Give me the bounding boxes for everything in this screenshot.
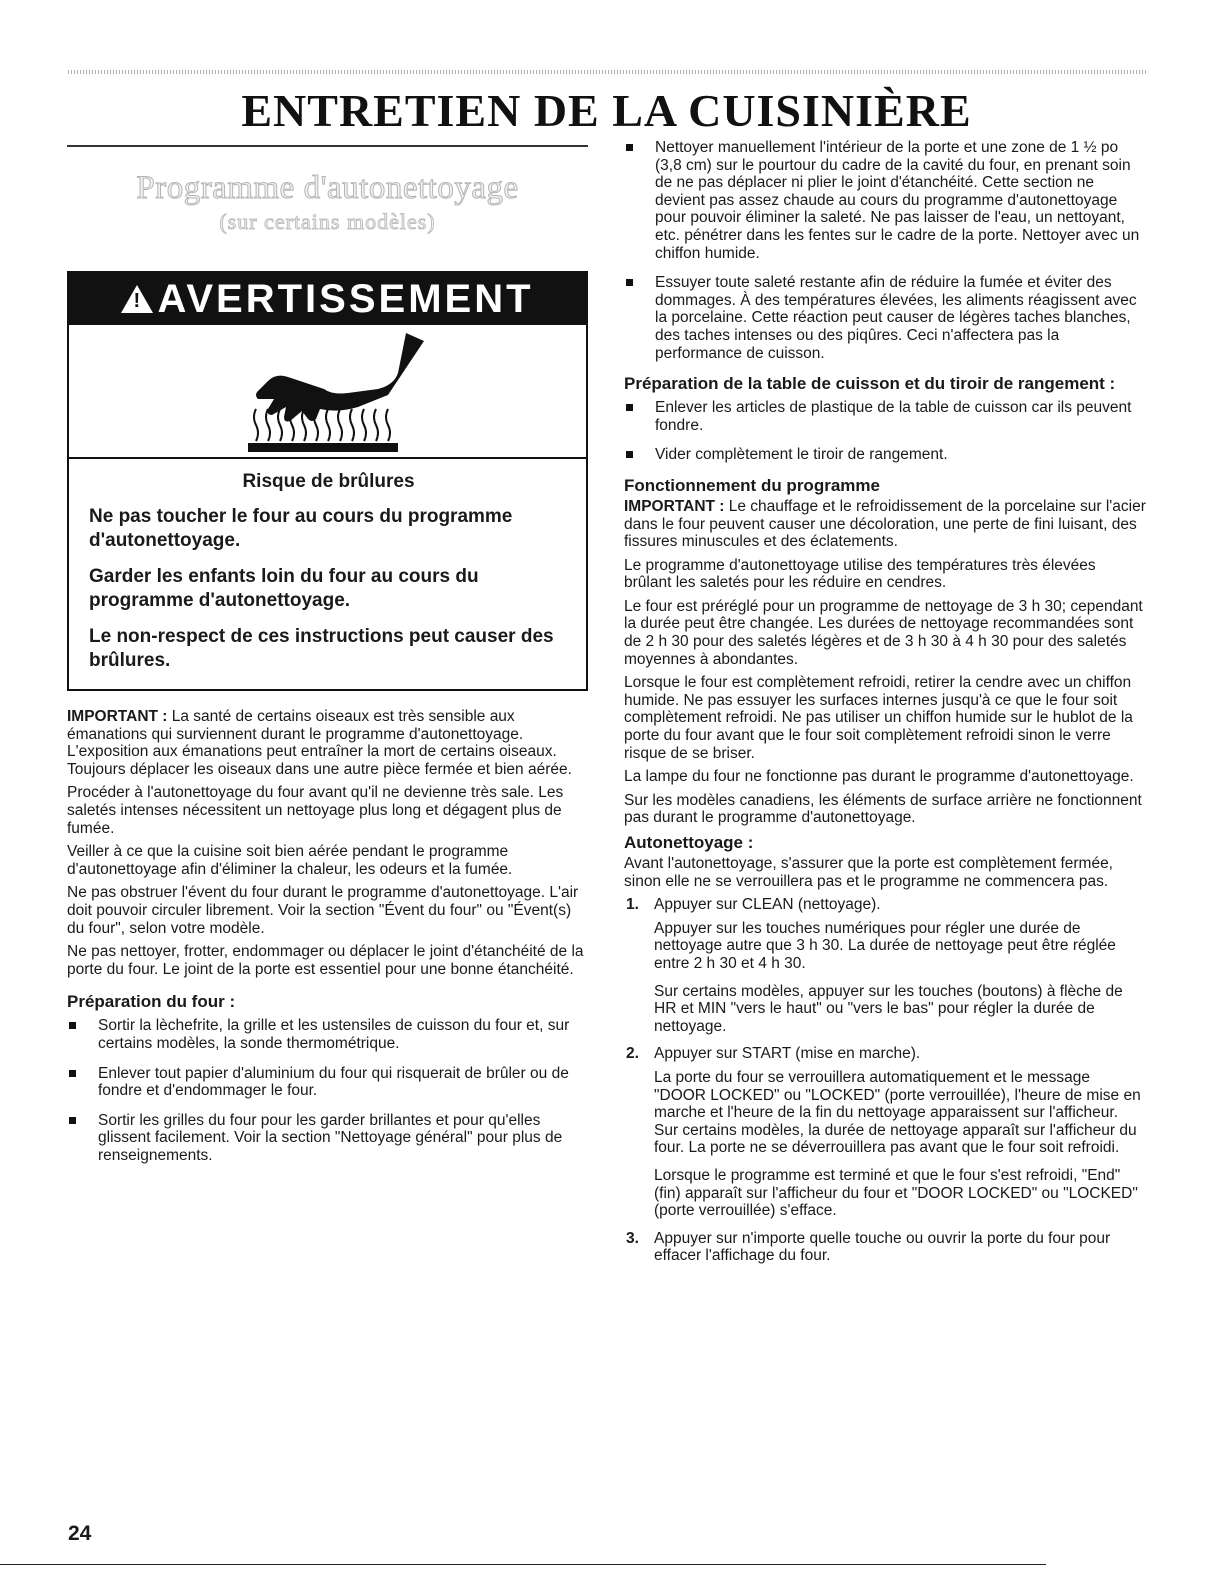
- important-label: IMPORTANT :: [624, 497, 725, 515]
- warning-triangle-icon: !: [121, 285, 153, 313]
- step-detail: Lorsque le programme est terminé et que le four s'est refroidi, "End" (fin) apparaît sur l'afficheur du four et "DOOR LOCKED" ou "LOCKED" (porte verrouillée) s'efface.: [654, 1166, 1138, 1220]
- warning-box: [67, 271, 588, 691]
- paragraph: Sur les modèles canadiens, les éléments de surface arrière ne fonctionnent pas durant le programme d'autonettoyage.: [624, 791, 1142, 827]
- bullet-item: Sortir la lèchefrite, la grille et les ustensiles de cuisson du four et, sur certains modèles, la sonde thermométrique.: [67, 1017, 588, 1052]
- prep-heading: Préparation du four :: [67, 992, 236, 1012]
- important-text: Le chauffage et le refroidissement de la porcelaine sur l'acier dans le four peuvent causer une décoloration, une perte de fini luisant, des fissures minuscules et des éclatements.: [624, 497, 1146, 551]
- paragraph: Lorsque le four est complètement refroidi, retirer la cendre avec un chiffon humide. Ne pas essuyer les surfaces internes jusqu'à ce que le four soit complètement refroidi. Ne pas utiliser un chiffon humide sur le hublot de la porte du four avant que le four soit complètement refroidi sinon le verre risque de se briser.: [624, 674, 1133, 762]
- step-detail: Appuyer sur les touches numériques pour régler une durée de nettoyage autre que 3 h 30. La durée de nettoyage peut être réglée entre 2 h 30 et 4 h 30.: [654, 919, 1116, 972]
- step-detail: La porte du four se verrouillera automatiquement et le message "DOOR LOCKED" ou "LOCKED" (porte verrouillée), l'heure de mise en marche et l'heure de la fin du nettoyage apparaissent sur l'afficheur. Sur certains modèles, la durée de nettoyage apparaît sur l'afficheur du four. La porte ne se déverrouillera pas avant que le four soit refroidi.: [654, 1068, 1141, 1157]
- warning-header: [69, 273, 586, 325]
- warning-text: [69, 459, 586, 689]
- page-number: 24: [68, 1522, 92, 1545]
- warning-label: AVERTISSEMENT: [157, 276, 534, 321]
- step-number: 2.: [626, 1045, 639, 1063]
- step-text: Appuyer sur CLEAN (nettoyage).: [654, 896, 881, 914]
- paragraph: Avant l'autonettoyage, s'assurer que la porte est complètement fermée, sinon elle ne se verrouillera pas et le programme ne commencera pas.: [624, 855, 1113, 890]
- cooktop-heading: Préparation de la table de cuisson et du tiroir de rangement :: [624, 374, 1116, 394]
- function-heading: Fonctionnement du programme: [624, 475, 880, 495]
- step-number: 1.: [626, 896, 639, 914]
- page-title: ENTRETIEN DE LA CUISINIÈRE: [241, 85, 972, 136]
- bullet-item: Enlever tout papier d'aluminium du four qui risquerait de brûler ou de fondre et d'endommager le four.: [67, 1065, 588, 1100]
- step-item: [624, 1230, 1146, 1265]
- step-item: [624, 896, 1146, 914]
- step-text: Appuyer sur n'importe quelle touche ou ouvrir la porte du four pour effacer l'affichage du four.: [654, 1229, 1111, 1265]
- paragraph: Ne pas obstruer l'évent du four durant le programme d'autonettoyage. L'air doit pouvoir circuler librement. Voir la section "Évent du four" ou "Évent(s) du four", selon votre modèle.: [67, 884, 579, 937]
- bullet-item: Essuyer toute saleté restante afin de réduire la fumée et éviter des dommages. À des températures élevées, les aliments réagissent avec la porcelaine. Cette réaction peut causer de légères taches blanches, des taches intenses ou des piqûres. Ceci n'affectera pas la performance de cuisson.: [624, 274, 1146, 362]
- bottom-rule: [0, 1564, 1046, 1565]
- bullet-item: Enlever les articles de plastique de la table de cuisson car ils peuvent fondre.: [624, 399, 1146, 434]
- important-paragraph: [624, 498, 1146, 551]
- step-item: [624, 1045, 1146, 1063]
- auto-heading: Autonettoyage :: [624, 833, 754, 852]
- paragraph: Ne pas nettoyer, frotter, endommager ou déplacer le joint d'étanchéité de la porte du four. Le joint de la porte est essentiel pour une bonne étanchéité.: [67, 943, 584, 978]
- top-dotted-rule: [68, 70, 1146, 74]
- step-detail: Sur certains modèles, appuyer sur les touches (boutons) à flèche de HR et MIN "vers le haut" ou "vers le bas" pour régler la durée de nettoyage.: [654, 982, 1123, 1035]
- paragraph: Procéder à l'autonettoyage du four avant qu'il ne devienne très sale. Les saletés intenses nécessitent un nettoyage plus long et dégagent plus de fumée.: [67, 784, 564, 837]
- section-subtitle: (sur certains modèles): [219, 209, 436, 234]
- step-text: Appuyer sur START (mise en marche).: [654, 1045, 921, 1063]
- section-title: Programme d'autonettoyage: [136, 170, 519, 206]
- important-text: La santé de certains oiseaux est très sensible aux émanations qui surviennent durant le programme d'autonettoyage. L'exposition aux émanations peut entraîner la mort de certains oiseaux. Toujours déplacer les oiseaux dans une autre pièce fermée et bien aérée.: [67, 708, 572, 778]
- hot-surface-hand-icon: [69, 325, 586, 459]
- important-paragraph: [67, 708, 588, 778]
- bullet-item: Vider complètement le tiroir de rangement.: [624, 446, 1146, 464]
- paragraph: Le programme d'autonettoyage utilise des températures très élevées brûlant les saletés pour les réduire en cendres.: [624, 556, 1096, 592]
- warning-line: Le non-respect de ces instructions peut causer des brûlures.: [89, 626, 554, 671]
- left-column: [67, 150, 588, 1176]
- important-label: IMPORTANT :: [67, 708, 168, 725]
- paragraph: Le four est préréglé pour un programme de nettoyage de 3 h 30; cependant la durée peut être changée. Les durées de nettoyage recommandées sont de 2 h 30 pour des saletés légères et de 3 h 30 à 4 h 30 pour des saletés moyennes à abondantes.: [624, 597, 1143, 668]
- paragraph: Veiller à ce que la cuisine soit bien aérée pendant le programme d'autonettoyage afin d'éliminer la chaleur, les odeurs et la fumée.: [67, 843, 513, 878]
- warning-line: Ne pas toucher le four au cours du programme d'autonettoyage.: [89, 506, 513, 551]
- bullet-item: Nettoyer manuellement l'intérieur de la porte et une zone de 1 ½ po (3,8 cm) sur le pourtour du cadre de la cavité du four, en prenant soin de ne pas déplacer ni plier le joint d'étanchéité. Cette section ne devient pas assez chaude au cours du programme d'autonettoyage pour pouvoir éliminer la saleté. Ne pas laisser de l'eau, un nettoyant, etc. pénétrer dans les fentes sur le cadre de la porte. Nettoyer avec un chiffon humide.: [624, 139, 1146, 262]
- warning-line: Garder les enfants loin du four au cours du programme d'autonettoyage.: [89, 566, 479, 611]
- step-number: 3.: [626, 1229, 639, 1247]
- warning-risk: Risque de brûlures: [242, 471, 415, 492]
- bullet-item: Sortir les grilles du four pour les garder brillantes et pour qu'elles glissent facilement. Voir la section "Nettoyage général" pour plus de renseignements.: [67, 1112, 588, 1165]
- paragraph: La lampe du four ne fonctionne pas durant le programme d'autonettoyage.: [624, 768, 1134, 786]
- section-rule: [67, 145, 588, 147]
- right-column: [624, 139, 1146, 1271]
